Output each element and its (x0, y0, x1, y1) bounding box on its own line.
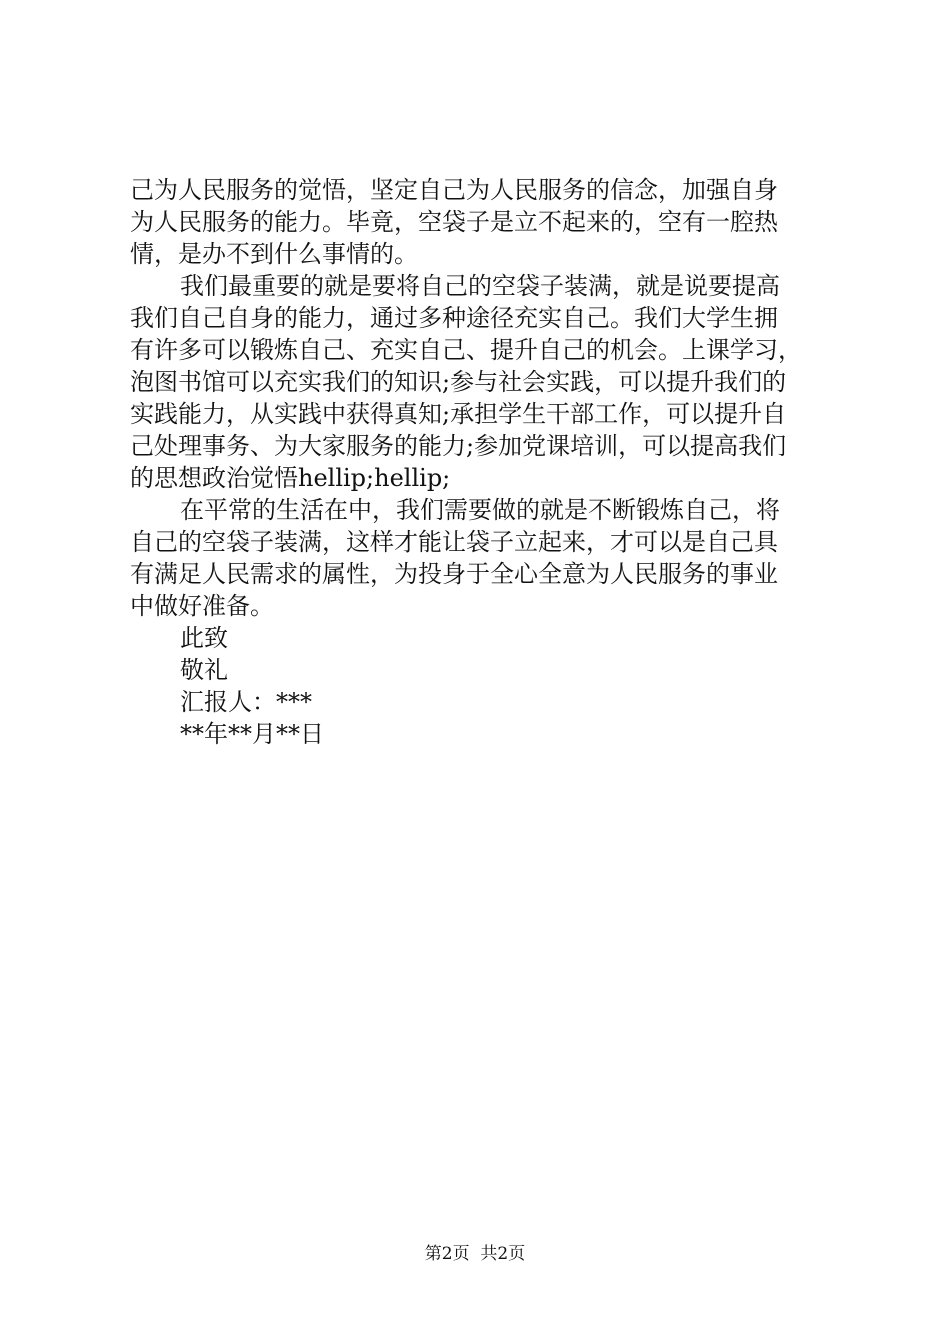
text-line: 己处理事务、为大家服务的能力;参加党课培训，可以提高我们 (130, 432, 787, 460)
text-line: 中做好准备。 (130, 592, 274, 620)
text-line: 泡图书馆可以充实我们的知识;参与社会实践，可以提升我们的 (130, 368, 787, 396)
text-line: 我们自己自身的能力，通过多种途径充实自己。我们大学生拥 (130, 304, 778, 332)
document-body (130, 174, 830, 750)
text-line: 实践能力，从实践中获得真知;承担学生干部工作，可以提升自 (130, 400, 787, 428)
reporter-line: 汇报人：*** (180, 688, 312, 716)
text-line: 的思想政治觉悟hellip;hellip; (130, 464, 451, 492)
paragraph-start-line: 在平常的生活在中，我们需要做的就是不断锻炼自己，将 (180, 496, 780, 524)
paragraph-start-line: 我们最重要的就是要将自己的空袋子装满，就是说要提高 (180, 272, 780, 300)
text-line: 情，是办不到什么事情的。 (130, 240, 418, 268)
date-line: **年**月**日 (180, 720, 324, 748)
closing-salutation: 此致 (180, 624, 228, 652)
closing-regards: 敬礼 (180, 656, 228, 684)
text-line: 自己的空袋子装满，这样才能让袋子立起来，才可以是自己具 (130, 528, 778, 556)
text-line: 己为人民服务的觉悟，坚定自己为人民服务的信念，加强自身 (130, 176, 778, 204)
text-line: 有许多可以锻炼自己、充实自己、提升自己的机会。上课学习， (130, 336, 802, 364)
text-line: 有满足人民需求的属性，为投身于全心全意为人民服务的事业 (130, 560, 778, 588)
page-number-footer: 第2页 共2页 (424, 1244, 526, 1264)
text-line: 为人民服务的能力。毕竟，空袋子是立不起来的，空有一腔热 (130, 208, 778, 236)
